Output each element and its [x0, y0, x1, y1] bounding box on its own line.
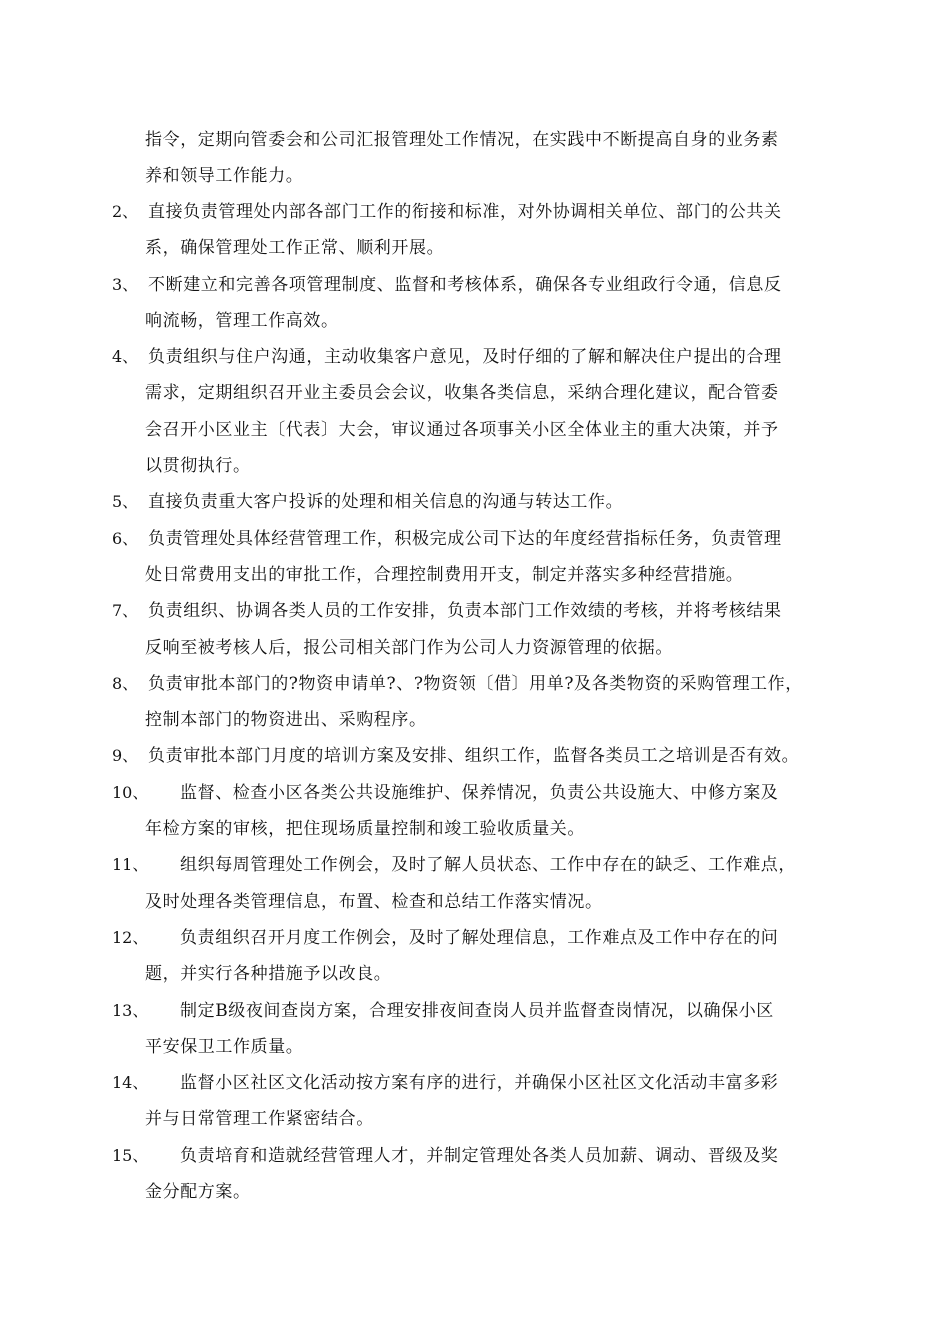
text-line: 平安保卫工作质量。 [145, 1036, 304, 1057]
text-line: 养和领导工作能力。 [145, 166, 304, 187]
text-line: 负责组织召开月度工作例会，及时了解处理信息，工作难点及工作中存在的问 [180, 927, 779, 948]
text-line: 直接负责管理处内部各部门工作的衔接和标准，对外协调相关单位、部门的公共关 [148, 202, 782, 222]
text-line: 需求，定期组织召开业主委员会会议，收集各类信息，采纳合理化建议，配合管委 [145, 383, 779, 404]
duty-list [112, 194, 862, 1210]
item-number: 6、 [112, 528, 139, 548]
text-line: 指令，定期向管委会和公司汇报管理处工作情况，在实践中不断提高自身的业务素 [145, 130, 779, 150]
list-item [112, 775, 862, 848]
text-line: 系，确保管理处工作正常、顺利开展。 [145, 238, 445, 259]
text-line: 监督小区社区文化活动按方案有序的进行，并确保小区社区文化活动丰富多彩 [180, 1073, 779, 1094]
text-line: 金分配方案。 [145, 1182, 251, 1203]
text-line: 会召开小区业主〔代表〕大会，审议通过各项事关小区全体业主的重大决策，并予 [145, 419, 779, 440]
list-item [112, 847, 862, 920]
text-line: 题，并实行各种措施予以改良。 [145, 964, 392, 985]
item-number: 15、 [112, 1145, 149, 1165]
text-line: 及时处理各类管理信息，布置、检查和总结工作落实情况。 [145, 891, 603, 912]
item-number: 3、 [112, 274, 139, 294]
list-item [112, 267, 862, 340]
list-item [112, 484, 862, 520]
item-number: 2、 [112, 202, 139, 221]
list-item [112, 1138, 862, 1211]
text-line: 负责组织与住户沟通，主动收集客户意见，及时仔细的了解和解决住户提出的合理 [148, 347, 782, 368]
list-item [112, 993, 862, 1066]
item-number: 14、 [112, 1073, 149, 1093]
text-line: 负责组织、协调各类人员的工作安排，负责本部门工作效绩的考核，并将考核结果 [148, 601, 782, 622]
text-line: 反响至被考核人后，报公司相关部门作为公司人力资源管理的依据。 [145, 637, 673, 658]
text-line: 制定B级夜间查岗方案，合理安排夜间查岗人员并监督查岗情况，以确保小区 [180, 1000, 774, 1021]
text-line: 负责管理处具体经营管理工作，积极完成公司下达的年度经营指标任务，负责管理 [148, 528, 782, 549]
text-line: 控制本部门的物资进出、采购程序。 [145, 710, 427, 731]
list-item [112, 521, 862, 594]
text-line: 处日常费用支出的审批工作，合理控制费用开支，制定并落实多种经营措施。 [145, 564, 744, 585]
item-number: 9、 [112, 746, 139, 766]
list-item [112, 194, 862, 267]
item-number: 8、 [112, 673, 139, 693]
item-number: 4、 [112, 347, 139, 367]
text-line: 以贯彻执行。 [145, 456, 251, 477]
text-line: 不断建立和完善各项管理制度、监督和考核体系，确保各专业组政行令通，信息反 [148, 274, 782, 295]
item-number: 10、 [112, 782, 149, 802]
list-item [112, 593, 862, 666]
text-line: 监督、检查小区各类公共设施维护、保养情况，负责公共设施大、中修方案及 [180, 782, 779, 803]
list-item [112, 920, 862, 993]
item-number: 7、 [112, 601, 139, 621]
text-line: 并与日常管理工作紧密结合。 [145, 1109, 374, 1130]
text-line: 年检方案的审核，把住现场质量控制和竣工验收质量关。 [145, 819, 585, 840]
continuation-paragraph [145, 122, 865, 195]
list-item [112, 1065, 862, 1138]
item-number: 13、 [112, 1000, 149, 1020]
text-line: 直接负责重大客户投诉的处理和相关信息的沟通与转达工作。 [148, 492, 624, 513]
item-number: 11、 [112, 855, 149, 875]
text-line: 负责审批本部门的?物资申请单?、?物资领〔借〕用单?及各类物资的采购管理工作， [148, 673, 803, 694]
text-line: 组织每周管理处工作例会，及时了解人员状态、工作中存在的缺乏、工作难点， [180, 855, 796, 876]
list-item [112, 339, 862, 484]
text-line: 负责培育和造就经营管理人才，并制定管理处各类人员加薪、调动、晋级及奖 [180, 1145, 779, 1166]
item-number: 12、 [112, 927, 149, 947]
text-line: 负责审批本部门月度的培训方案及安排、组织工作，监督各类员工之培训是否有效。 [148, 746, 800, 767]
item-number: 5、 [112, 492, 139, 512]
list-item [112, 738, 862, 774]
list-item [112, 666, 862, 739]
text-line: 响流畅，管理工作高效。 [145, 310, 339, 331]
